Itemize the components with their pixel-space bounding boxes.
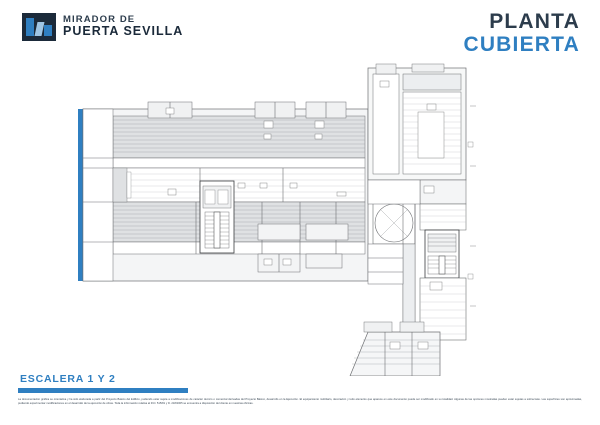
stair-core-2	[425, 230, 459, 278]
stair-core-1	[200, 181, 234, 253]
accent-edge-strip	[78, 109, 83, 281]
footer-accent-rule	[18, 388, 188, 393]
brand-name-line1: MIRADOR DE	[63, 14, 136, 26]
page-title-line2: CUBIERTA	[463, 33, 580, 56]
brand-name	[63, 15, 183, 39]
planta-cubierta-drawing	[0, 46, 600, 376]
legal-disclaimer: La documentación gráfica se orientativa y ha sido elaborada a partir del Proyecto Básico del Edificio, pudiendo estar sujeta a modificaciones de carácter técnico o comercial derivadas del Proyecto Básico, desarrollo en la Ejecución. El equipamiento mobiliario, decoración y todo elemento que aparece en este documento puede ser modificado en su totalidad. Algunas de las opciones mostradas pueden estar sujetas a sobrecoste. Las superficies son aproximadas, pudiendo experimentar modificaciones en el desarrollo de la ejecución de obras. Toda la información relativa al R.D. 515/81 y D. 218/2005 se encuentra a disposición del cliente en nuestras oficinas.	[18, 398, 582, 405]
brand-logo	[22, 13, 183, 41]
building-logo-icon	[22, 13, 56, 41]
page-title-line1: PLANTA	[489, 10, 580, 33]
circular-skylight	[373, 202, 415, 244]
drawing-caption: ESCALERA 1 Y 2	[20, 373, 116, 385]
brand-name-line2: PUERTA SEVILLA	[63, 24, 184, 39]
